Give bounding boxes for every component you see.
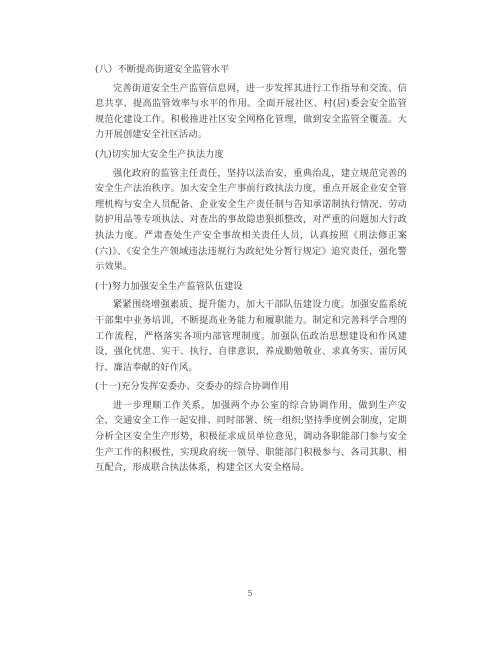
section-heading-10: (十)努力加强安全生产监管队伍建设 <box>95 280 243 292</box>
section-paragraph-11: 进一步理顺工作关系，加强两个办公室的综合协调作用，做到生产安全、交通安全工作一起安排、同时部署、统一组织;坚持季度例会制度，定期分析全区安全生产形势，积极征求成员单位意见，调动各职能部门参与安全生产工作的积极性，实现政府统一领导、职能部门积极参与、各司其职、相互配合，形成联合执法体系，构建全区大安全格局。 <box>95 399 407 474</box>
page-number: 5 <box>247 589 253 598</box>
section-heading-9: (九)切实加大安全生产执法力度 <box>95 148 224 160</box>
section-paragraph-9: 强化政府的监管主任责任，坚持以法治安，重典治乱，建立规范完善的安全生产法治秩序。加大安全生产事前行政执法力度，重点开展企业安全管理机构与安全人员配备、企业安全生产责任制与告知承诺制执行情况、劳动防护用品等专项执法、对查出的事故隐患狠抓整改，对严重的问题加大行政执法力度。严肃查处生产安全事故相关责任人员，认真按照《刑法修正案(六)》、《安全生产领域违法违规行为政纪处分暂行规定》追究责任，强化警示效果。 <box>95 167 407 273</box>
document-body <box>95 62 407 480</box>
section-heading-8: (八）不断提高街道安全监管水平 <box>95 64 230 75</box>
section-heading-11: (十一)充分发挥安委办、交委办的综合协调作用 <box>95 381 290 393</box>
section-paragraph-10: 紧紧围绕增强素质、提升能力，加大干部队伍建设力度。加强安监系统干部集中业务培训，不断提高业务能力和履职能力。制定和完善科学合理的工作流程，严格落实各项内部管理制度。加强队伍政治思想建设和作风建设，强化忧患、实干、执行、自律意识，养成勤勉敬业、求真务实、雷厉风行、廉洁奉献的好作风。 <box>95 299 407 373</box>
section-paragraph-8: 完善街道安全生产监管信息网，进一步发挥其进行工作指导和交流、信息共享、提高监管效率与水平的作用。全面开展社区、村(居)委会安全监管规范化建设工作。积极推进社区安全网格化管理，做到安全监管全覆盖。大力开展创建安全社区活动。 <box>95 82 407 141</box>
